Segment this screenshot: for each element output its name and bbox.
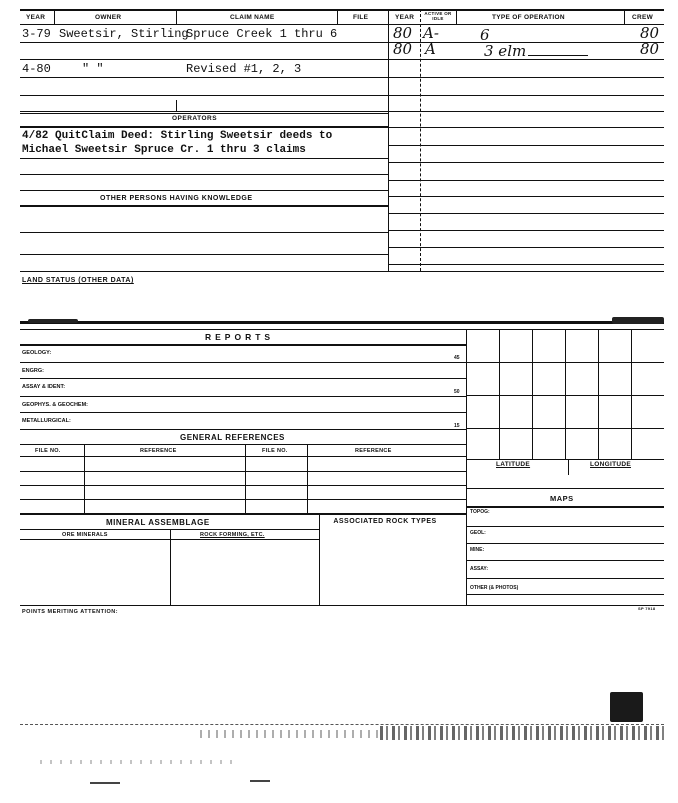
ref-divider — [307, 444, 308, 513]
row-rule — [466, 526, 664, 527]
header-divider — [176, 9, 177, 24]
row-rule — [466, 543, 664, 544]
scan-streak — [200, 730, 380, 738]
row-rule — [388, 230, 664, 231]
row-rule — [388, 264, 664, 265]
op-type: 6 — [480, 26, 490, 44]
op-crew: 80 — [640, 40, 660, 58]
row-rule — [20, 190, 388, 191]
general-references-heading: GENERAL REFERENCES — [180, 433, 285, 442]
row-rule — [20, 444, 467, 445]
associated-rock-types: ASSOCIATED ROCK TYPES — [333, 518, 437, 525]
separator-band — [20, 321, 664, 324]
row-rule — [20, 456, 467, 457]
report-row-num: 45 — [454, 355, 460, 361]
row-rule — [388, 145, 664, 146]
scan-block — [610, 692, 643, 722]
op-status: A — [425, 40, 436, 58]
maps-row-label: OTHER (& PHOTOS) — [470, 585, 519, 591]
lower-bottom-rule — [20, 605, 664, 606]
header-owner: OWNER — [95, 14, 122, 21]
maps-rule — [466, 506, 664, 508]
scan-streak — [90, 782, 120, 784]
row-rule — [388, 111, 664, 112]
header-year-2: YEAR — [395, 14, 415, 21]
row-rule — [20, 271, 664, 272]
short-divider — [176, 100, 177, 111]
scan-streak — [40, 760, 240, 764]
operators-top-rule — [20, 113, 388, 114]
op-type: 3 elm — [484, 42, 527, 60]
claim-name: Spruce Creek 1 thru 6 — [186, 27, 338, 41]
grid-line — [532, 329, 533, 459]
grid-line — [466, 395, 664, 396]
maps-row-label: ASSAY: — [470, 566, 489, 572]
row-rule — [20, 378, 467, 379]
ref-col-reference-2: REFERENCE — [355, 448, 392, 454]
row-rule — [20, 158, 388, 159]
row-rule — [388, 59, 664, 60]
operators-rule — [20, 126, 388, 128]
land-status-label: LAND STATUS (OTHER DATA) — [22, 277, 134, 284]
year-col-divider — [420, 9, 421, 271]
claim-name: Revised #1, 2, 3 — [186, 62, 302, 76]
row-rule — [466, 594, 664, 595]
row-rule — [388, 247, 664, 248]
row-rule — [20, 412, 467, 413]
reports-heading: REPORTS — [205, 332, 275, 342]
form-code: SP 7918 — [638, 606, 656, 611]
report-row-label: GEOPHYS. & GEOCHEM: — [22, 402, 89, 408]
row-rule — [388, 180, 664, 181]
scan-smudge — [28, 319, 78, 323]
row-rule — [20, 111, 388, 112]
maps-row-label: TOPOG: — [470, 509, 490, 515]
maps-row-label: GEOL: — [470, 530, 486, 536]
grid-line — [466, 362, 664, 363]
header-divider — [54, 9, 55, 24]
row-rule — [20, 77, 388, 78]
op-year: 80 — [393, 24, 413, 42]
operators-line-2: Michael Sweetsir Spruce Cr. 1 thru 3 claims — [22, 144, 306, 156]
header-claim-name: CLAIM NAME — [230, 14, 275, 21]
report-row-label: METALLURGICAL: — [22, 418, 71, 424]
row-rule — [388, 95, 664, 96]
report-row-label: ENGRG: — [22, 368, 44, 374]
row-rule — [20, 174, 388, 175]
operators-line-1: 4/82 QuitClaim Deed: Stirling Sweetsir deeds to — [22, 130, 333, 142]
row-rule — [388, 213, 664, 214]
row-rule — [20, 499, 467, 500]
row-rule — [20, 471, 467, 472]
row-rule — [20, 59, 388, 60]
row-rule — [20, 513, 467, 515]
rock-forming-label: ROCK FORMING, ETC. — [200, 532, 265, 538]
row-rule — [20, 232, 388, 233]
op-year: 80 — [393, 40, 413, 58]
longitude-label: LONGITUDE — [590, 461, 631, 468]
mineral-assemblage-heading: MINERAL ASSEMBLAGE — [106, 518, 210, 527]
handwritten-underline — [528, 55, 588, 56]
ore-minerals-label: ORE MINERALS — [62, 532, 108, 538]
maps-heading: MAPS — [550, 494, 574, 503]
grid-line — [466, 488, 664, 489]
grid-line — [499, 329, 500, 459]
operators-heading: OPERATORS — [172, 115, 218, 122]
header-bottom-rule — [20, 24, 664, 25]
mineral-divider — [170, 529, 171, 605]
row-rule — [388, 127, 664, 128]
ref-divider — [84, 444, 85, 513]
latitude-label: LATITUDE — [496, 461, 531, 468]
row-rule — [388, 162, 664, 163]
op-status: A- — [423, 24, 439, 42]
header-active-idle: ACTIVE OR IDLE — [424, 11, 452, 21]
claim-owner: " " — [82, 62, 104, 76]
grid-line — [466, 428, 664, 429]
grid-line — [565, 329, 566, 459]
header-year: YEAR — [26, 14, 46, 21]
other-persons-heading: OTHER PERSONS HAVING KNOWLEDGE — [100, 195, 253, 202]
claim-owner: Sweetsir, Stirling — [59, 27, 189, 41]
header-file: FILE — [353, 14, 369, 21]
ref-col-file-no-2: FILE NO. — [262, 448, 288, 454]
row-rule — [20, 396, 467, 397]
grid-line — [466, 459, 664, 460]
other-persons-rule — [20, 205, 388, 207]
row-rule — [388, 77, 664, 78]
ref-col-reference: REFERENCE — [140, 448, 177, 454]
row-rule — [20, 42, 388, 43]
row-rule — [388, 196, 664, 197]
row-rule — [20, 429, 467, 430]
header-crew: CREW — [632, 14, 654, 21]
mineral-divider — [319, 513, 320, 605]
claim-year: 3-79 — [22, 27, 51, 41]
scan-streak — [250, 780, 270, 782]
header-divider — [337, 9, 338, 24]
grid-line — [598, 329, 599, 459]
upper-center-divider — [388, 9, 389, 271]
report-row-label: ASSAY & IDENT: — [22, 384, 66, 390]
reports-top-rule — [20, 329, 664, 330]
maps-row-label: MINE: — [470, 547, 485, 553]
header-divider — [456, 9, 457, 24]
report-row-num: 50 — [454, 389, 460, 395]
ref-col-file-no: FILE NO. — [35, 448, 61, 454]
header-divider — [624, 9, 625, 24]
top-border — [20, 9, 664, 11]
row-rule — [466, 578, 664, 579]
reports-rule — [20, 344, 467, 346]
grid-line — [631, 329, 632, 459]
row-rule — [20, 362, 467, 363]
row-rule — [20, 95, 388, 96]
scan-smudge — [612, 317, 664, 324]
latlong-divider — [568, 459, 569, 475]
report-row-num: 15 — [454, 423, 460, 429]
report-row-label: GEOLOGY: — [22, 350, 52, 356]
claim-year: 4-80 — [22, 62, 51, 76]
row-rule — [466, 560, 664, 561]
points-meriting-attention: POINTS MERITING ATTENTION: — [22, 609, 119, 615]
scan-streak — [380, 726, 664, 740]
row-rule — [20, 254, 388, 255]
ref-divider — [245, 444, 246, 513]
row-rule — [20, 485, 467, 486]
reports-right-border — [466, 329, 467, 605]
header-type-of-operation: TYPE OF OPERATION — [492, 14, 565, 21]
op-crew: 80 — [640, 24, 660, 42]
